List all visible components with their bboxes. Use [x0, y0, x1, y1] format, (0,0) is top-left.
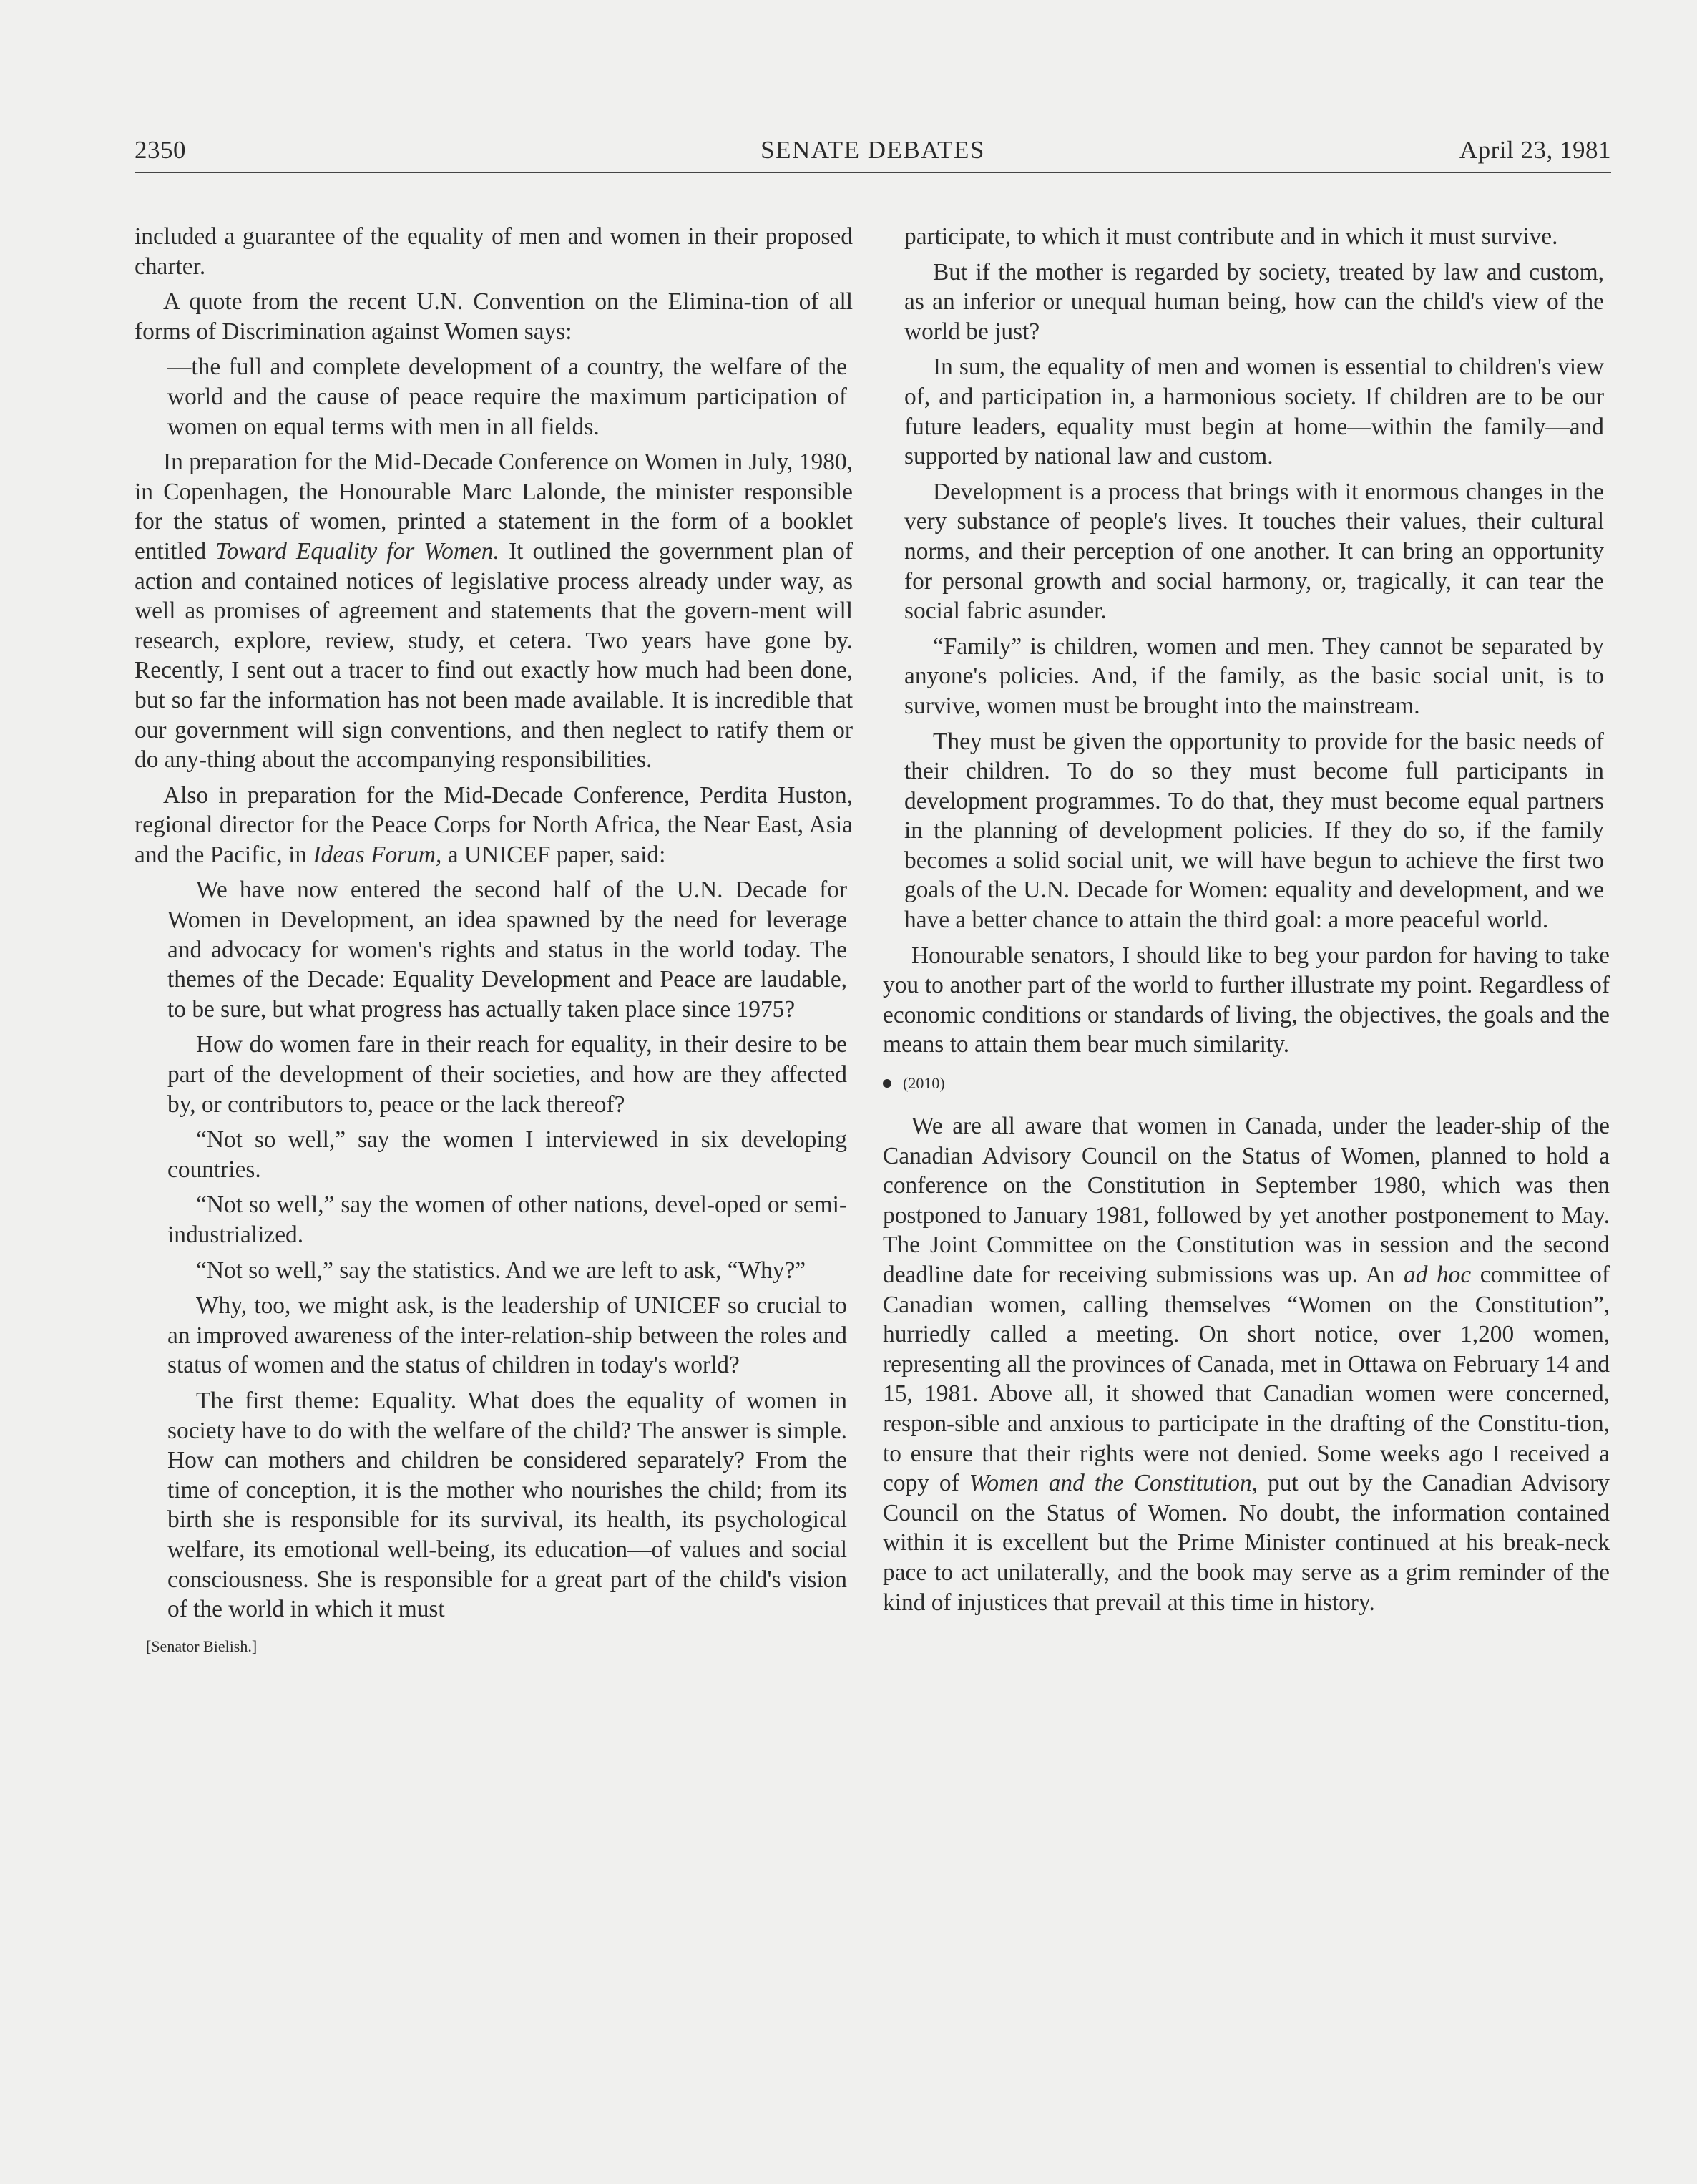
paragraph-text: In preparation for the Mid-Decade Conference on Women in July, 1980, in Copenhagen, the Honourable Marc Lalonde, the minister responsible for the status of women, printed a statement in the form of a booklet entitled — [135, 449, 853, 565]
block-quote: “Not so well,” say the statistics. And we are left to ask, “Why?” — [196, 1257, 806, 1284]
block-quote: Development is a process that brings with it enormous changes in the very substance of people's lives. It touches their values, their cultural norms, and their perception of one another. It can bring an opportunity for personal growth and social harmony, or, tragically, it can tear the social fabric asunder. — [904, 478, 1604, 625]
paragraph-text: It outlined the government plan of action and contained notices of legislative process already under way, as well as promises of agreement and statements that the govern-ment will research, explore, review, study, et cetera. Two years have gone by. Recently, I sent out a tracer to find out exactly how much had been done, but so far the information has not been made available. It is incredible that our government will sign conventions, and then neglect to ratify them or do any-thing about the accompanying responsibilities. — [135, 537, 853, 774]
paragraph-text: Also in preparation for the Mid-Decade Conference, Perdita Huston, regional director for the Peace Corps for North Africa, the Near East, Asia and the Pacific, in — [135, 781, 853, 868]
block-quote: In sum, the equality of men and women is essential to children's view of, and participation in, a harmonious society. If children are to be our future leaders, equality must begin at home—within the family—and supported by national law and custom. — [904, 354, 1604, 470]
paragraph: Honourable senators, I should like to beg your pardon for having to take you to another part of the world to further illustrate my point. Regardless of economic conditions or standards of living, the objectives, the goals and the means to attain them bear much similarity. — [883, 942, 1610, 1058]
block-quote: participate, to which it must contribute and in which it must survive. — [904, 223, 1558, 250]
paragraph — [883, 1111, 1610, 1617]
block-quote: “Not so well,” say the women I interviewed in six developing countries. — [167, 1126, 847, 1183]
publication-name: Women and the Constitution, — [969, 1470, 1258, 1497]
block-quote: We have now entered the second half of the U.N. Decade for Women in Development, an idea spawned by the need for leverage and advocacy for women's rights and status in the world today. The themes of the Decade: Equality Development and Peace are laudable, to be sure, but what progress has actually taken place since 1975? — [167, 877, 847, 1023]
italic-phrase: ad hoc — [1404, 1262, 1472, 1288]
left-column — [135, 222, 853, 1657]
block-quote: The first theme: Equality. What does the equality of women in society have to do with the welfare of the child? The answer is simple. How can mothers and children be considered separately? From the time of conception, it is the mother who nourishes the child; from its birth she is responsible for its survival, its health, its psychological welfare, its emotional well-being, its education—of values and social consciousness. She is responsible for a great part of the child's vision of the world in which it must — [167, 1387, 847, 1623]
page-date: April 23, 1981 — [1459, 136, 1611, 164]
paragraph-text: put out by the Canadian Advisory Council on the Status of Women. No doubt, the information contained within it is excellent but the Prime Minister continued at his break-neck pace to act unilaterally, and the book may serve as a grim reminder of the kind of injustices that prevail at this time in history. — [883, 1470, 1610, 1616]
paragraph: included a guarantee of the equality of men and women in their proposed charter. — [135, 223, 853, 280]
publication-name: Ideas Forum, — [313, 841, 442, 868]
speaker-attribution: [Senator Bielish.] — [146, 1637, 258, 1655]
paragraph — [135, 447, 853, 775]
time-marker-text: (2010) — [903, 1074, 945, 1093]
paragraph: A quote from the recent U.N. Convention on the Elimina-tion of all forms of Discrimination against Women says: — [135, 288, 853, 345]
header-rule — [135, 172, 1611, 173]
block-quote: But if the mother is regarded by society, treated by law and custom, as an inferior or unequal human being, how can the child's view of the world be just? — [904, 258, 1604, 345]
time-marker — [883, 1073, 1610, 1094]
page-header — [135, 136, 1611, 173]
block-quote: How do women fare in their reach for equality, in their desire to be part of the development of their societies, and how are they affected by, or contributors to, peace or the lack thereof? — [167, 1031, 847, 1118]
page-number: 2350 — [135, 136, 186, 164]
paragraph-text: a UNICEF paper, said: — [441, 841, 666, 868]
paragraph-text: We are all aware that women in Canada, under the leader-ship of the Canadian Advisory Council on the Status of Women, planned to hold a conference on the Constitution in September 1980, which was then postponed to January 1981, followed by yet another postponement to May. The Joint Committee on the Constitution was in session and the second deadline date for receiving submissions was up. An — [883, 1113, 1610, 1288]
block-quote: “Not so well,” say the women of other nations, devel-oped or semi-industrialized. — [167, 1191, 847, 1248]
publication-title: SENATE DEBATES — [761, 136, 985, 164]
bullet-icon — [883, 1079, 891, 1088]
booklet-title: Toward Equality for Women. — [215, 537, 499, 565]
paragraph — [135, 781, 853, 870]
paragraph-text: committee of Canadian women, calling themselves “Women on the Constitution”, hurriedly called a meeting. On short notice, over 1,200 women, representing all the provinces of Canada, met in Ottawa on February 14 and 15, 1981. Above all, it showed that Canadian women were concerned, respon-sible and anxious to participate in the drafting of the Constitu-tion, to ensure that their rights were not denied. Some weeks ago I received a copy of — [883, 1262, 1610, 1497]
block-quote: They must be given the opportunity to provide for the basic needs of their children. To do so they must become full participants in development programmes. To do that, they must become equal partners in the planning of development policies. If they do so, if the family becomes a solid social unit, we will have begun to achieve the first two goals of the U.N. Decade for Women: equality and development, and we have a better chance to attain the third goal: a more peaceful world. — [904, 728, 1604, 934]
block-quote: Why, too, we might ask, is the leadership of UNICEF so crucial to an improved awareness of the inter-relation-ship between the roles and status of women and the status of children in today's world? — [167, 1292, 847, 1379]
block-quote: “Family” is children, women and men. They cannot be separated by anyone's policies. And, if the family, as the basic social unit, is to survive, women must be brought into the mainstream. — [904, 633, 1604, 719]
block-quote: —the full and complete development of a country, the welfare of the world and the cause of peace require the maximum participation of women on equal terms with men in all fields. — [167, 354, 847, 440]
right-column — [883, 222, 1610, 1623]
